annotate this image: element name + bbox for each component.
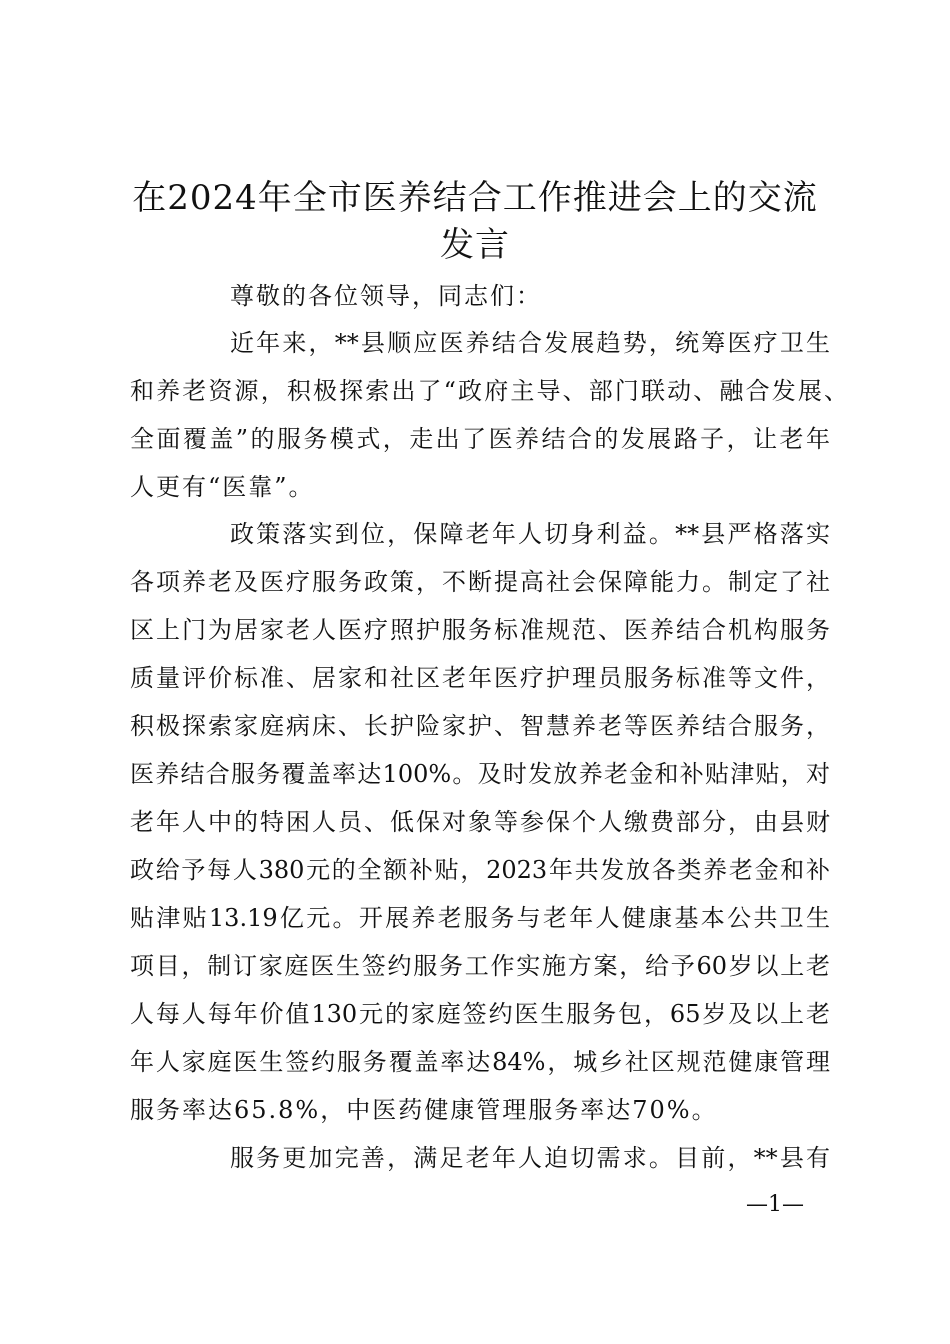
page-number: —1— bbox=[746, 1192, 804, 1217]
paragraph-2-line-8: 政给予每人380元的全额补贴，2023年共发放各类养老金和补 bbox=[130, 856, 830, 884]
document-title-line-1: 在2024年全市医养结合工作推进会上的交流 bbox=[132, 178, 818, 218]
paragraph-2-line-3: 区上门为居家老人医疗照护服务标准规范、医养结合机构服务 bbox=[130, 616, 830, 644]
paragraph-1-line-1: 近年来，**县顺应医养结合发展趋势，统筹医疗卫生 bbox=[230, 329, 830, 357]
paragraph-2-line-10: 项目，制订家庭医生签约服务工作实施方案，给予60岁以上老 bbox=[130, 952, 830, 980]
paragraph-1-line-4: 人更有“医靠”。 bbox=[130, 473, 315, 501]
paragraph-2-line-13: 服务率达65.8%，中医药健康管理服务率达70%。 bbox=[130, 1096, 718, 1124]
paragraph-2-line-12: 年人家庭医生签约服务覆盖率达84%，城乡社区规范健康管理 bbox=[130, 1048, 830, 1076]
paragraph-1-line-2: 和养老资源，积极探索出了“政府主导、部门联动、融合发展、 bbox=[130, 377, 848, 405]
paragraph-2-line-11: 人每人每年价值130元的家庭签约医生服务包，65岁及以上老 bbox=[130, 1000, 830, 1028]
document-title-line-2: 发言 bbox=[440, 225, 510, 265]
paragraph-2-line-5: 积极探索家庭病床、长护险家护、智慧养老等医养结合服务， bbox=[130, 712, 830, 740]
paragraph-2-line-6: 医养结合服务覆盖率达100%。及时发放养老金和补贴津贴，对 bbox=[130, 760, 830, 788]
paragraph-2-line-7: 老年人中的特困人员、低保对象等参保个人缴费部分，由县财 bbox=[130, 808, 830, 836]
paragraph-2-line-1: 政策落实到位，保障老年人切身利益。**县严格落实 bbox=[230, 520, 830, 548]
paragraph-3-line-1: 服务更加完善，满足老年人迫切需求。目前，**县有 bbox=[230, 1144, 830, 1172]
paragraph-2-line-4: 质量评价标准、居家和社区老年医疗护理员服务标准等文件， bbox=[130, 664, 830, 692]
paragraph-2-line-9: 贴津贴13.19亿元。开展养老服务与老年人健康基本公共卫生 bbox=[130, 904, 830, 932]
greeting: 尊敬的各位领导，同志们： bbox=[230, 282, 542, 310]
paragraph-2-line-2: 各项养老及医疗服务政策，不断提高社会保障能力。制定了社 bbox=[130, 568, 830, 596]
paragraph-1-line-3: 全面覆盖”的服务模式，走出了医养结合的发展路子，让老年 bbox=[130, 425, 830, 453]
